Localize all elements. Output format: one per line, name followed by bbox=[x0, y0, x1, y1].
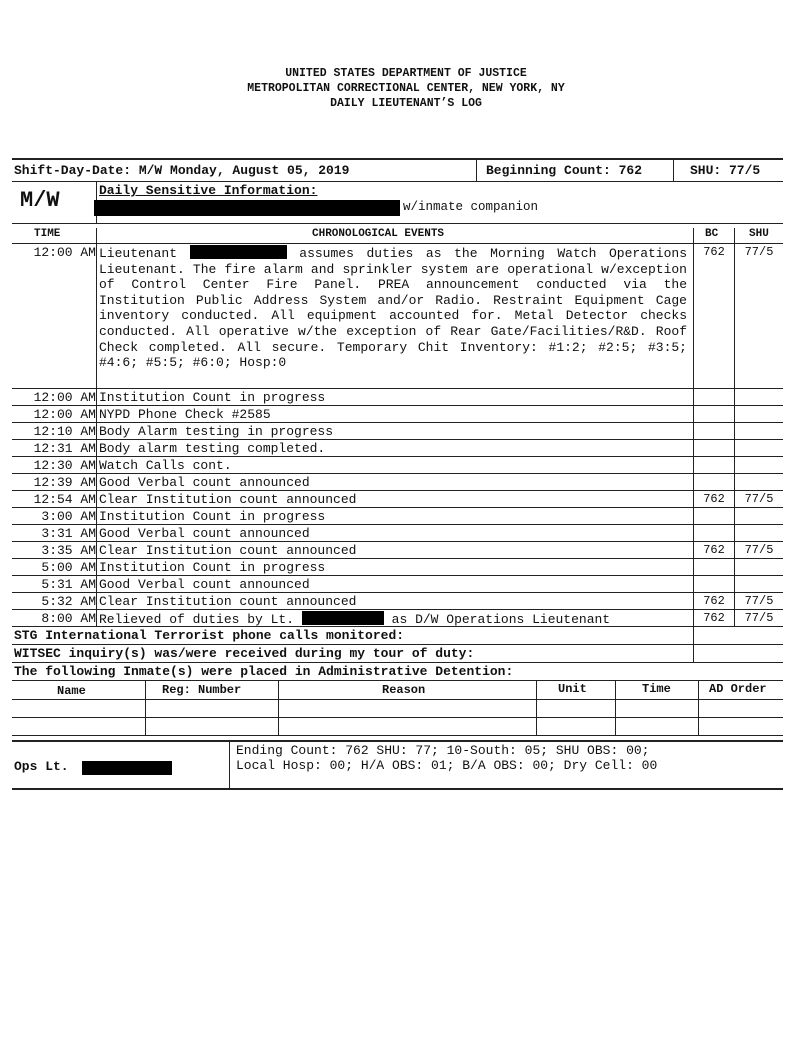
divider bbox=[693, 474, 694, 490]
divider bbox=[734, 593, 735, 609]
table-row bbox=[12, 593, 783, 610]
divider bbox=[734, 406, 735, 422]
event-bc: 762 bbox=[703, 492, 725, 506]
redaction-block bbox=[94, 200, 400, 216]
shu-count: SHU: 77/5 bbox=[690, 163, 761, 178]
divider bbox=[734, 389, 735, 405]
divider bbox=[693, 440, 694, 456]
divider bbox=[693, 508, 694, 524]
divider bbox=[734, 610, 735, 626]
divider bbox=[693, 423, 694, 439]
divider bbox=[734, 474, 735, 490]
lieutenant-label: Lieutenant bbox=[99, 246, 178, 261]
divider bbox=[673, 160, 674, 181]
document-header bbox=[0, 66, 812, 111]
event-description: Clear Institution count announced bbox=[99, 543, 357, 558]
event-description bbox=[99, 611, 610, 627]
divider bbox=[615, 700, 616, 717]
ad-blank-row bbox=[12, 700, 783, 718]
event-time: 12:39 AM bbox=[33, 475, 96, 490]
event-time: 5:31 AM bbox=[41, 577, 96, 592]
divider bbox=[693, 610, 694, 626]
event-description: Good Verbal count announced bbox=[99, 475, 310, 490]
stg-row bbox=[12, 627, 783, 645]
entry-rows bbox=[12, 389, 783, 610]
witsec-label: WITSEC inquiry(s) was/were received during my tour of duty: bbox=[14, 646, 475, 661]
ad-col-name: Name bbox=[57, 684, 86, 698]
redaction-block bbox=[302, 611, 384, 625]
ad-col-reg: Reg: Number bbox=[162, 683, 242, 697]
divider bbox=[693, 627, 694, 644]
divider bbox=[693, 525, 694, 541]
event-time: 12:00 AM bbox=[33, 390, 96, 405]
stg-label: STG International Terrorist phone calls monitored: bbox=[14, 628, 405, 643]
divider bbox=[615, 718, 616, 735]
events-table bbox=[12, 244, 783, 627]
ad-title: The following Inmate(s) were placed in Administrative Detention: bbox=[14, 664, 514, 679]
event-description: Good Verbal count announced bbox=[99, 577, 310, 592]
event-time: 3:00 AM bbox=[41, 509, 96, 524]
divider bbox=[698, 681, 699, 699]
event-description: Institution Count in progress bbox=[99, 509, 326, 524]
divider bbox=[734, 576, 735, 592]
divider bbox=[734, 228, 735, 243]
divider bbox=[693, 406, 694, 422]
divider bbox=[734, 508, 735, 524]
ad-blank-row bbox=[12, 718, 783, 736]
divider bbox=[96, 508, 97, 524]
divider bbox=[278, 700, 279, 717]
divider bbox=[734, 525, 735, 541]
redaction-block bbox=[82, 761, 172, 775]
table-row bbox=[12, 423, 783, 440]
event-shu: 77/5 bbox=[744, 594, 774, 608]
table-row bbox=[12, 491, 783, 508]
divider bbox=[536, 681, 537, 699]
divider bbox=[96, 559, 97, 575]
divider bbox=[615, 681, 616, 699]
event-time: 3:35 AM bbox=[41, 543, 96, 558]
col-events: CHRONOLOGICAL EVENTS bbox=[312, 228, 445, 240]
divider bbox=[734, 491, 735, 507]
event-time: 12:10 AM bbox=[33, 424, 96, 439]
divider bbox=[693, 244, 694, 388]
divider bbox=[693, 542, 694, 558]
event-time: 3:31 AM bbox=[41, 526, 96, 541]
divider bbox=[96, 610, 97, 626]
relieved-suffix: as D/W Operations Lieutenant bbox=[391, 612, 611, 627]
divider bbox=[145, 718, 146, 735]
table-row bbox=[12, 244, 783, 389]
event-time: 12:31 AM bbox=[33, 441, 96, 456]
divider bbox=[96, 406, 97, 422]
ad-col-reason: Reason bbox=[382, 683, 426, 697]
ending-line-1: Ending Count: 762 SHU: 77; 10-South: 05; SHU OBS: 00; bbox=[236, 743, 650, 758]
event-description: Institution Count in progress bbox=[99, 560, 326, 575]
event-description: Watch Calls cont. bbox=[99, 458, 232, 473]
divider bbox=[96, 593, 97, 609]
divider bbox=[96, 440, 97, 456]
table-row bbox=[12, 508, 783, 525]
event-time: 8:00 AM bbox=[41, 611, 96, 626]
event-bc: 762 bbox=[703, 611, 725, 625]
divider bbox=[96, 474, 97, 490]
col-shu: SHU bbox=[749, 228, 769, 240]
divider bbox=[693, 389, 694, 405]
event-shu: 77/5 bbox=[744, 245, 774, 259]
event-time: 12:54 AM bbox=[33, 492, 96, 507]
table-row bbox=[12, 559, 783, 576]
divider bbox=[96, 389, 97, 405]
table-row bbox=[12, 457, 783, 474]
divider bbox=[96, 228, 97, 243]
divider bbox=[693, 576, 694, 592]
ad-col-order: AD Order bbox=[709, 682, 767, 696]
footer-row bbox=[12, 740, 783, 790]
divider bbox=[96, 457, 97, 473]
divider bbox=[698, 700, 699, 717]
divider bbox=[96, 576, 97, 592]
divider bbox=[734, 244, 735, 388]
shift-code: M/W bbox=[20, 188, 60, 213]
table-row bbox=[12, 610, 783, 627]
ad-col-time: Time bbox=[642, 682, 671, 696]
divider bbox=[145, 681, 146, 699]
event-bc: 762 bbox=[703, 543, 725, 557]
header-agency: UNITED STATES DEPARTMENT OF JUSTICE bbox=[285, 67, 527, 80]
ops-lt-label: Ops Lt. bbox=[14, 759, 69, 774]
divider bbox=[734, 423, 735, 439]
divider bbox=[476, 160, 477, 181]
table-row bbox=[12, 525, 783, 542]
redaction-block bbox=[190, 245, 287, 259]
event-description: Clear Institution count announced bbox=[99, 594, 357, 609]
lieutenant-log-form bbox=[12, 158, 783, 790]
divider bbox=[734, 559, 735, 575]
beginning-count: Beginning Count: 762 bbox=[486, 163, 643, 178]
ad-title-row bbox=[12, 663, 783, 680]
divider bbox=[693, 457, 694, 473]
divider bbox=[693, 228, 694, 243]
event-time: 12:30 AM bbox=[33, 458, 96, 473]
shift-day-date: Shift-Day-Date: M/W Monday, August 05, 2019 bbox=[14, 163, 350, 178]
divider bbox=[536, 700, 537, 717]
divider bbox=[693, 559, 694, 575]
event-description bbox=[99, 245, 687, 371]
sensitive-info-label: Daily Sensitive Information: bbox=[99, 183, 318, 198]
shift-row bbox=[12, 158, 783, 182]
table-row bbox=[12, 389, 783, 406]
witsec-row bbox=[12, 645, 783, 663]
divider bbox=[96, 491, 97, 507]
ending-count bbox=[236, 743, 657, 773]
event-bc: 762 bbox=[703, 245, 725, 259]
divider bbox=[693, 593, 694, 609]
event-time: 5:32 AM bbox=[41, 594, 96, 609]
sensitive-info-row bbox=[12, 182, 783, 224]
divider bbox=[734, 440, 735, 456]
relieved-prefix: Relieved of duties by Lt. bbox=[99, 612, 295, 627]
event-description: Good Verbal count announced bbox=[99, 526, 310, 541]
event-description: Institution Count in progress bbox=[99, 390, 326, 405]
events-column-header bbox=[12, 224, 783, 244]
sensitive-info-text: w/inmate companion bbox=[403, 200, 539, 214]
divider bbox=[693, 491, 694, 507]
divider bbox=[96, 542, 97, 558]
event-time: 12:00 AM bbox=[33, 407, 96, 422]
divider bbox=[229, 742, 230, 788]
divider bbox=[278, 718, 279, 735]
ad-col-unit: Unit bbox=[558, 682, 587, 696]
divider bbox=[536, 718, 537, 735]
table-row bbox=[12, 474, 783, 491]
event-time: 5:00 AM bbox=[41, 560, 96, 575]
divider bbox=[734, 542, 735, 558]
event-shu: 77/5 bbox=[744, 543, 774, 557]
event-description: Clear Institution count announced bbox=[99, 492, 357, 507]
col-time: TIME bbox=[34, 228, 61, 240]
event-description: NYPD Phone Check #2585 bbox=[99, 407, 271, 422]
divider bbox=[96, 244, 97, 388]
ending-line-2: Local Hosp: 00; H/A OBS: 01; B/A OBS: 00; Dry Cell: 00 bbox=[236, 758, 658, 773]
event-description: Body alarm testing completed. bbox=[99, 441, 326, 456]
divider bbox=[698, 718, 699, 735]
divider bbox=[693, 645, 694, 662]
first-entry-text: assumes duties as the Morning Watch Operations Lieutenant. The fire alarm and sprinkler system are operational w/exception of Control Center Fire Panel. PREA announcement conducted via the Institution Public Address System and/or Radio. Restraint Equipment Cage inventory conducted. All equipment accounted for. Metal Detector checks conducted. All operative w/the exception of Rear Gate/Facilities/R&D. Roof Check completed. All secure. Temporary Chit Inventory: #1:2; #2:5; #3:5; #4:6; #5:5; #6:0; Hosp:0 bbox=[99, 246, 687, 371]
divider bbox=[96, 423, 97, 439]
event-shu: 77/5 bbox=[744, 492, 774, 506]
header-title: DAILY LIEUTENANT’S LOG bbox=[330, 97, 482, 110]
divider bbox=[734, 457, 735, 473]
divider bbox=[278, 681, 279, 699]
event-description: Body Alarm testing in progress bbox=[99, 424, 334, 439]
divider bbox=[96, 525, 97, 541]
event-bc: 762 bbox=[703, 594, 725, 608]
table-row bbox=[12, 576, 783, 593]
col-bc: BC bbox=[705, 228, 719, 240]
ad-column-header bbox=[12, 680, 783, 700]
table-row bbox=[12, 440, 783, 457]
event-time: 12:00 AM bbox=[33, 245, 96, 260]
table-row bbox=[12, 406, 783, 423]
divider bbox=[145, 700, 146, 717]
header-facility: METROPOLITAN CORRECTIONAL CENTER, NEW YORK, NY bbox=[247, 82, 565, 95]
event-shu: 77/5 bbox=[744, 611, 774, 625]
table-row bbox=[12, 542, 783, 559]
